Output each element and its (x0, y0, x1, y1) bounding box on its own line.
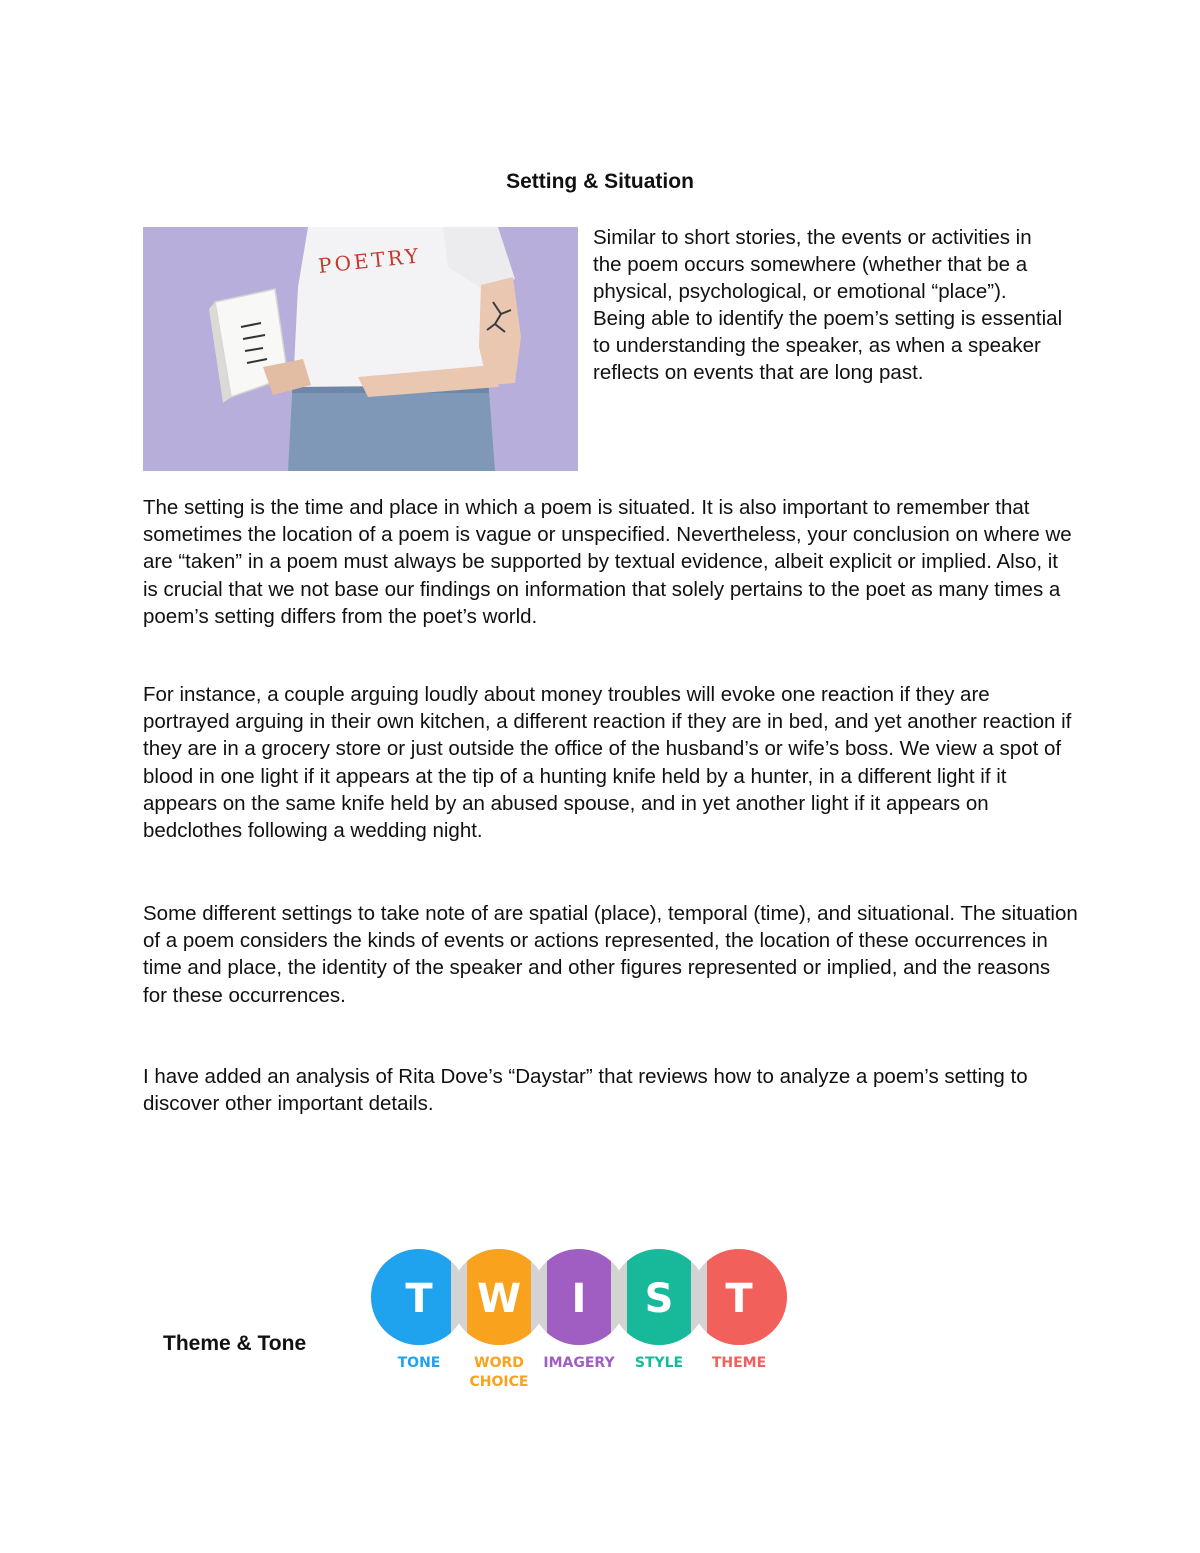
shirt-text: POETRY (317, 243, 423, 278)
twist-caption: WORD (474, 1355, 524, 1371)
paragraph-example: For instance, a couple arguing loudly about money troubles will evoke one reaction if they are portrayed arguing in their own kitchen, a different reaction if they are in bed, and yet another reaction if they are in a grocery store or just outside the office of the husband’s or wife’s boss. We view a spot of blood in one light if it appears at the tip of a hunting knife held by a hunter, in a different light if it appears on the same knife held by an abused spouse, and in yet another light if it appears on bedclothes following a wedding night. (143, 683, 1072, 843)
twist-caption: STYLE (634, 1355, 684, 1371)
twist-letter: W (476, 1276, 522, 1322)
twist-letter: T (405, 1276, 433, 1322)
photo-illustration (143, 227, 578, 471)
twist-caption-line2: CHOICE (469, 1374, 529, 1390)
theme-tone-label: Theme & Tone (163, 1332, 307, 1355)
twist-caption: TONE (397, 1355, 441, 1371)
twist-letter: I (571, 1276, 587, 1322)
twist-logo (362, 1238, 807, 1398)
poetry-shirt-photo (143, 227, 578, 471)
paragraph-setting-definition: The setting is the time and place in which a poem is situated. It is also important to remember that sometimes the location of a poem is vague or unspecified. Nevertheless, your conclusion on where we are “taken” in a poem must always be supported by textual evidence, albeit explicit or implied. Also, it is crucial that we not base our findings on information that solely pertains to the poet as many times a poem’s setting differs from the poet’s world. (143, 496, 1072, 628)
twist-letter: T (725, 1276, 753, 1322)
intro-paragraph: Similar to short stories, the events or activities in the poem occurs somewhere (whether that be a physical, psychological, or emotional “place”). Being able to identify the poem’s setting is essential to understanding the speaker, as when a speaker reflects on events that are long past. (593, 226, 1063, 384)
twist-letter: S (644, 1276, 674, 1322)
twist-logo-graphic (362, 1238, 807, 1398)
twist-caption: THEME (711, 1355, 767, 1371)
paragraph-setting-types: Some different settings to take note of are spatial (place), temporal (time), and situational. The situation of a poem considers the kinds of events or actions represented, the location of these occurrences in time and place, the identity of the speaker and other figures represented or implied, and the reasons for these occurrences. (143, 902, 1078, 1007)
paragraph-daystar-note: I have added an analysis of Rita Dove’s “Daystar” that reviews how to analyze a poem’s setting to discover other important details. (143, 1065, 1028, 1116)
page-title: Setting & Situation (506, 170, 694, 193)
twist-caption: IMAGERY (543, 1355, 615, 1371)
